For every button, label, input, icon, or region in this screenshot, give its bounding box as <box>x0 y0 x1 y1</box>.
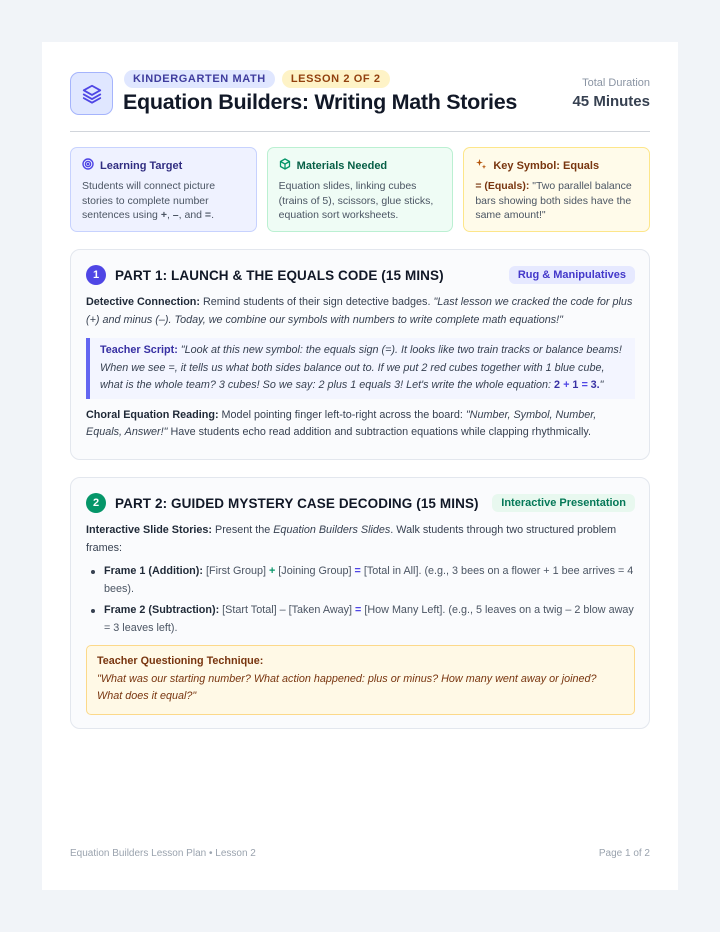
learning-target-card <box>70 147 257 232</box>
questioning-technique-box <box>86 645 635 715</box>
section-title: PART 2: GUIDED MYSTERY CASE DECODING (15 MINS) <box>115 495 479 511</box>
duration-label: Total Duration <box>582 77 650 89</box>
card-title: Materials Needed <box>296 159 388 172</box>
tip-title: Teacher Questioning Technique: <box>97 655 264 667</box>
cube-icon <box>279 158 291 173</box>
setting-pill: Rug & Manipulatives <box>509 266 635 284</box>
part-1-section <box>70 249 650 460</box>
choral-equation-reading: Choral Equation Reading: Model pointing finger left-to-right across the board: "Number, Symbol, Number, Equals, Answer!" Have students echo read addition and subtraction equations while clapping rhythmically. <box>86 408 597 438</box>
section-title: PART 1: LAUNCH & THE EQUALS CODE (15 MINS) <box>115 267 444 283</box>
sparkle-icon <box>475 158 487 173</box>
card-text: = (Equals): "Two parallel balance bars showing both sides have the same amount!" <box>475 180 632 221</box>
problem-frames-list <box>86 563 635 637</box>
grade-badge: KINDERGARTEN MATH <box>124 70 275 88</box>
interactive-slide-stories: Interactive Slide Stories: Present the Equation Builders Slides. Walk students through two structured problem frames: <box>86 524 617 554</box>
card-text: Students will connect picture stories to complete number sentences using +, –, and =. <box>82 180 216 221</box>
card-title: Key Symbol: Equals <box>493 159 600 172</box>
key-symbol-card <box>463 147 650 232</box>
part-number-badge: 1 <box>86 265 106 285</box>
page-title: Equation Builders: Writing Math Stories <box>123 90 518 114</box>
layers-icon <box>70 72 113 115</box>
setting-pill: Interactive Presentation <box>492 494 635 512</box>
materials-card <box>267 147 454 232</box>
page-number: Page 1 of 2 <box>598 848 650 859</box>
list-item: Frame 1 (Addition): [First Group] + [Joining Group] = [Total in All]. (e.g., 3 bees on a flower + 1 bee arrives = 4 bees). <box>86 563 635 598</box>
card-title: Learning Target <box>100 159 183 172</box>
duration-value: 45 Minutes <box>572 93 650 110</box>
badges <box>124 70 390 88</box>
card-text: Equation slides, linking cubes (trains of 5), scissors, glue sticks, equation sort worksheets. <box>278 180 434 221</box>
part-2-section <box>70 477 650 729</box>
tip-text: "What was our starting number? What action happened: plus or minus? How many went away or joined? What does it equal?" <box>97 673 597 702</box>
target-icon <box>82 158 94 173</box>
teacher-script: Teacher Script: "Look at this new symbol: the equals sign (=). It looks like two train tracks or balance beams! When we see =, it tells us what both sides balance out to. If we put 2 red cubes together with 1 blue cube, what is the whole team? 3 cubes! So we say: 2 plus 1 equals 3! Let's write the whole equation: 2 + 1 = 3." <box>86 338 635 399</box>
list-item: Frame 2 (Subtraction): [Start Total] – [Taken Away] = [How Many Left]. (e.g., 5 leaves on a twig – 2 blow away = 3 leaves left). <box>86 602 635 637</box>
lesson-plan-page <box>42 42 678 890</box>
detective-connection: Detective Connection: Remind students of their sign detective badges. "Last lesson we cracked the code for plus (+) and minus (–). Today, we combine our symbols with numbers to write complete math equations!" <box>86 296 633 326</box>
part-number-badge: 2 <box>86 493 106 513</box>
header <box>70 70 650 132</box>
duration <box>572 77 650 110</box>
header-divider <box>70 131 650 132</box>
footer-title: Equation Builders Lesson Plan • Lesson 2 <box>70 848 256 859</box>
lesson-badge: LESSON 2 OF 2 <box>282 70 390 88</box>
summary-cards <box>70 147 650 232</box>
